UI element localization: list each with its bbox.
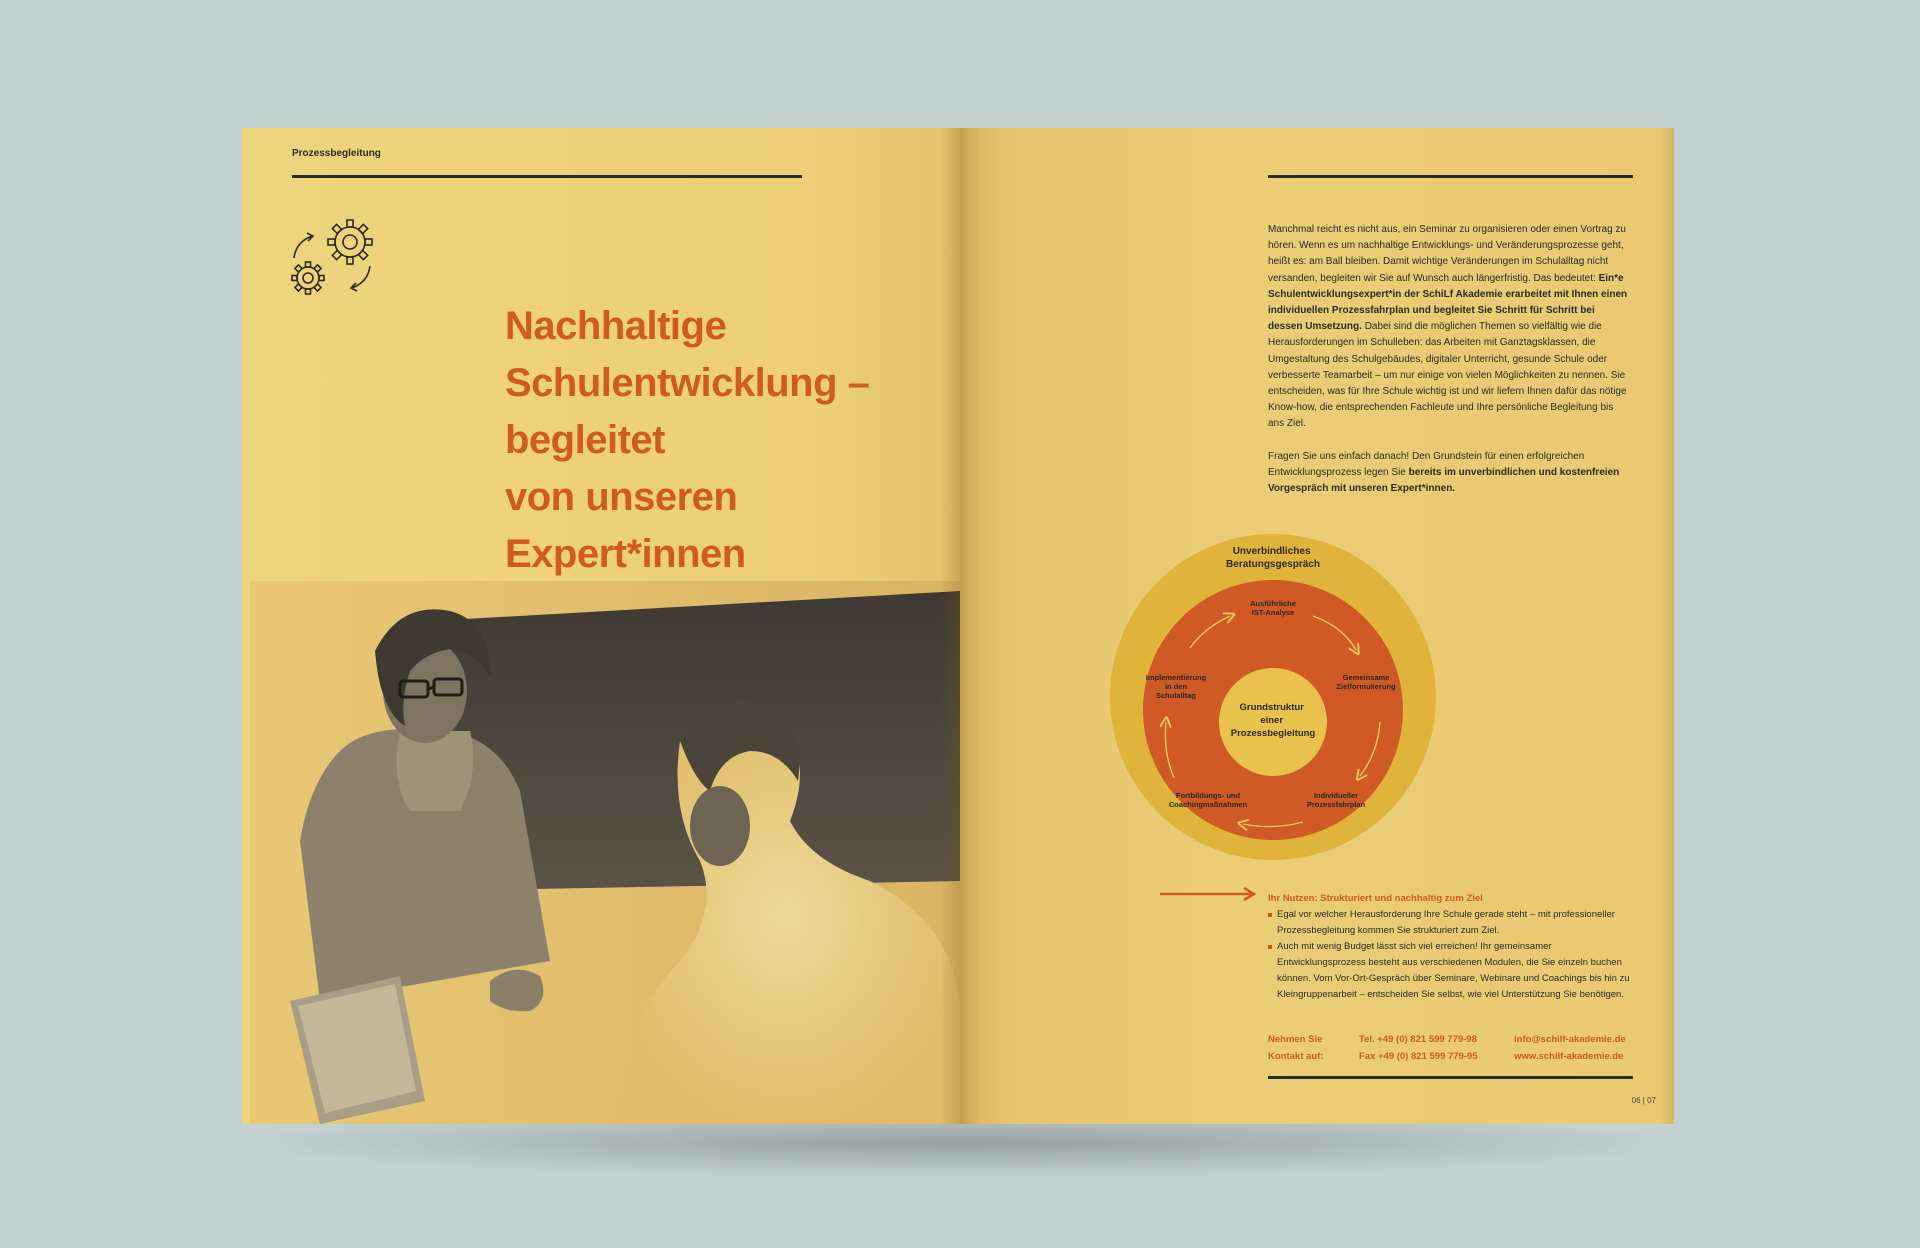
center-label: Grundstruktur xyxy=(1239,702,1304,713)
contact-web xyxy=(1514,1031,1626,1065)
contact-label: Nehmen Sie xyxy=(1268,1034,1323,1045)
step-label: Implementierung in den Schulalltag xyxy=(1145,673,1207,700)
page-number: 06 | 07 xyxy=(1631,1096,1656,1105)
headline xyxy=(505,298,935,583)
headline-line: Schulentwicklung – xyxy=(505,361,870,405)
bottom-rule-right xyxy=(1268,1076,1633,1079)
phone-number[interactable]: Tel. +49 (0) 821 599 779-98 xyxy=(1359,1034,1477,1045)
bullet-icon xyxy=(1268,913,1272,917)
benefit-text: Auch mit wenig Budget lässt sich viel erreichen! Ihr gemeinsamer Entwicklungsprozess besteht aus verschiedenen Modulen, die Sie einzeln buchen können. Vom Vor-Ort-Gespräch über Seminare, Webinare und Coachings bis hin zu Kleingruppenarbeit – entscheiden Sie selbst, wie viel Unterstützung Sie benötigen. xyxy=(1277,941,1630,1000)
left-page xyxy=(242,128,960,1124)
right-page xyxy=(960,128,1674,1124)
headline-line: Nachhaltige xyxy=(505,304,727,348)
outer-label: Beratungsgespräch xyxy=(1226,559,1320,570)
outer-label: Unverbindliches xyxy=(1232,546,1311,557)
intro-paragraph xyxy=(1268,449,1630,498)
text-run: Dabei sind die möglichen Themen so vielfältig wie die Herausforderungen im Schulleben: das Arbeiten mit Ganztagsklassen, die Umgestaltung des Schulgebäudes, digitaler Unterricht, gesunde Schule oder verbesserte Teamarbeit – um nur einige von vielen Möglichkeiten zu nennen. Sie entscheiden, was für Ihre Schule wichtig ist und wir liefern Ihnen dafür das nötige Know-how, die entsprechenden Fachleute und Ihre persönliche Begleitung bis ans Ziel. xyxy=(1268,321,1627,430)
benefit-text: Egal vor welcher Herausforderung Ihre Schule gerade steht – mit professioneller Prozessbegleitung kommen Sie strukturiert zum Ziel. xyxy=(1277,909,1615,936)
contact-phones xyxy=(1359,1031,1478,1065)
website-link[interactable]: www.schilf-akademie.de xyxy=(1514,1051,1624,1062)
text-run-bold: bereits im unverbindlichen und kostenfreien Vorgespräch mit unseren Expert*innen. xyxy=(1268,466,1620,495)
intro-text xyxy=(1268,222,1630,513)
center-label: Prozessbegleitung xyxy=(1230,728,1316,739)
process-cycle-diagram xyxy=(1108,532,1438,862)
bullet-icon xyxy=(1268,945,1272,949)
step-label: Gemeinsame Zielformulierung xyxy=(1336,673,1396,691)
section-label: Prozessbegleitung xyxy=(292,148,381,159)
fax-number: Fax +49 (0) 821 599 779-95 xyxy=(1359,1051,1478,1062)
top-rule-left xyxy=(292,175,802,178)
benefits-title: Ihr Nutzen: Strukturiert und nachhaltig zum Ziel xyxy=(1268,893,1483,904)
center-label: einer xyxy=(1260,715,1284,726)
top-rule-right xyxy=(1268,175,1633,178)
benefit-item xyxy=(1268,939,1633,1003)
benefit-arrow-icon xyxy=(1160,887,1260,901)
benefits-section xyxy=(1268,891,1633,1003)
step-label: Individueller Prozessfahrplan xyxy=(1306,791,1366,809)
text-run-bold: Ein*e Schulentwicklungsexpert*in der SchiLf Akademie erarbeitet mit Ihnen einen individuellen Prozessfahrplan und begleitet Sie Schritt für Schritt bei dessen Umsetzung. xyxy=(1268,272,1628,333)
contact-labels xyxy=(1268,1031,1323,1065)
headline-line: Expert*innen xyxy=(505,532,746,576)
step-label: Ausführliche IST-Analyse xyxy=(1250,599,1296,617)
photo-two-women-at-meeting xyxy=(250,581,960,1124)
benefits-list xyxy=(1268,907,1633,1003)
contact-label: Kontakt auf: xyxy=(1268,1051,1324,1062)
email-link[interactable]: info@schilf-akademie.de xyxy=(1514,1034,1626,1045)
text-run: Fragen Sie uns einfach danach! Den Grundstein für einen erfolgreichen Entwicklungsprozess legen Sie xyxy=(1268,450,1585,478)
benefit-item xyxy=(1268,907,1633,939)
headline-line: von unseren xyxy=(505,475,738,519)
gears-cycle-icon xyxy=(286,212,386,302)
text-run: Manchmal reicht es nicht aus, ein Seminar zu organisieren oder einen Vortrag zu hören. Wenn es um nachhaltige Entwicklungs- und Veränderungsprozesse geht, heißt es: am Ball bleiben. Damit wichtige Veränderungen im Schulalltag nicht versanden, begleiten wir Sie auf Wunsch auch längerfristig. Das bedeutet: xyxy=(1268,224,1626,284)
spine-gutter xyxy=(940,128,980,1124)
headline-line: begleitet xyxy=(505,418,665,462)
step-label: Fortbildungs- und Coachingmaßnahmen xyxy=(1168,791,1248,809)
intro-paragraph xyxy=(1268,222,1630,433)
